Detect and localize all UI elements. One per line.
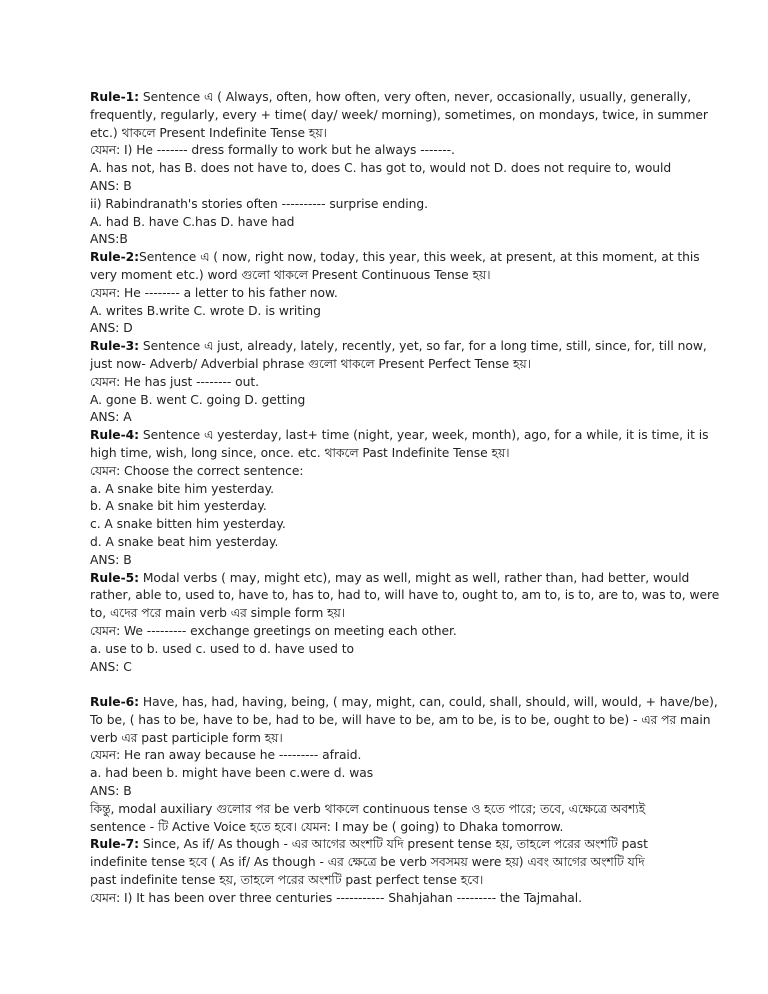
text-line xyxy=(90,178,738,196)
text-line xyxy=(90,747,738,765)
text-line xyxy=(90,872,738,890)
line-text: ANS: D xyxy=(90,321,133,336)
line-text: a. had been b. might have been c.were d. was xyxy=(90,766,374,781)
rule-label: Rule-1: xyxy=(90,90,140,104)
text-line xyxy=(90,587,738,605)
line-text: a. use to b. used c. used to d. have used to xyxy=(90,641,355,656)
text-line xyxy=(90,765,738,783)
line-text: ANS: C xyxy=(90,659,132,674)
text-line xyxy=(90,392,738,410)
rule-heading-line xyxy=(90,836,738,854)
line-text: যেমন: Choose the correct sentence: xyxy=(90,463,304,478)
line-text: To be, ( has to be, have to be, had to be, will have to be, am to be, is to be, ought to be) - এর পর main xyxy=(90,712,711,727)
text-line xyxy=(90,730,738,748)
line-text: যেমন: He ran away because he --------- afraid. xyxy=(90,748,362,763)
line-text: a. A snake bite him yesterday. xyxy=(90,481,274,496)
rule-label: Rule-4: xyxy=(90,428,140,443)
text-line xyxy=(90,303,738,321)
line-text: ANS:B xyxy=(90,232,128,247)
line-text: d. A snake beat him yesterday. xyxy=(90,534,279,549)
text-line xyxy=(90,445,738,463)
line-text: ANS: B xyxy=(90,178,132,193)
line-text: যেমন: I) He ------- dress formally to work but he always -------. xyxy=(90,143,455,158)
text-line xyxy=(90,552,738,570)
line-text: Sentence এ just, already, lately, recently, yet, so far, for a long time, still, since, for, till now, xyxy=(139,339,707,354)
rule-heading-line xyxy=(90,694,738,712)
text-line xyxy=(90,481,738,499)
text-line xyxy=(90,214,738,232)
line-text: c. A snake bitten him yesterday. xyxy=(90,517,286,532)
line-text: যেমন: He has just -------- out. xyxy=(90,374,259,389)
line-text: past indefinite tense হয়, তাহলে পরের অংশটি past perfect tense হবে। xyxy=(90,873,484,888)
line-text: Have, has, had, having, being, ( may, might, can, could, shall, should, will, would, + have/be), xyxy=(139,695,718,710)
text-line xyxy=(90,641,738,659)
line-text: indefinite tense হবে ( As if/ As though - এর ক্ষেত্রে be verb সবসময় were হয়) এবং আগের অংশটি যদি xyxy=(90,855,645,870)
text-line xyxy=(90,801,738,819)
text-line xyxy=(90,107,738,125)
text-line xyxy=(90,463,738,481)
text-line xyxy=(90,374,738,392)
line-text: Sentence এ yesterday, last+ time (night, year, week, month), ago, for a while, it is time, it is xyxy=(139,428,709,443)
line-text: A. has not, has B. does not have to, does C. has got to, would not D. does not require to, would xyxy=(90,161,672,176)
rule-label: Rule-5: xyxy=(90,570,140,585)
line-text: Since, As if/ As though - এর আগের অংশটি যদি present tense হয়, তাহলে পরের অংশটি past xyxy=(139,837,648,852)
text-line xyxy=(90,623,738,641)
blank-line xyxy=(90,676,738,694)
line-text: ANS: A xyxy=(90,410,132,425)
text-line xyxy=(90,516,738,534)
text-line xyxy=(90,320,738,338)
text-line xyxy=(90,142,738,160)
rule-label: Rule-2: xyxy=(90,250,140,265)
rule-heading-line xyxy=(90,89,738,107)
line-text: যেমন: I) It has been over three centuries ----------- Shahjahan --------- the Tajmahal. xyxy=(90,890,582,905)
text-line xyxy=(90,890,738,908)
rule-label: Rule-7: xyxy=(90,837,140,852)
text-line xyxy=(90,854,738,872)
line-text: b. A snake bit him yesterday. xyxy=(90,499,267,514)
line-text: ii) Rabindranath's stories often ---------- surprise ending. xyxy=(90,196,429,211)
line-text: frequently, regularly, every + time( day/ week/ morning), sometimes, on mondays, twice, in summer xyxy=(90,107,708,122)
line-text: Modal verbs ( may, might etc), may as well, might as well, rather than, had better, would xyxy=(139,570,690,585)
text-line xyxy=(90,409,738,427)
line-text: ANS: B xyxy=(90,552,132,567)
text-line xyxy=(90,783,738,801)
rule-heading-line xyxy=(90,570,738,588)
line-text: ANS: B xyxy=(90,784,132,799)
rule-label: Rule-3: xyxy=(90,339,140,354)
line-text: কিন্তু, modal auxiliary গুলোর পর be verb থাকলে continuous tense ও হতে পারে; তবে, এক্ষেত্রে অবশ্যই xyxy=(90,801,646,816)
line-text: যেমন: He -------- a letter to his father now. xyxy=(90,285,338,300)
text-line xyxy=(90,819,738,837)
text-line xyxy=(90,498,738,516)
rule-label: Rule-6: xyxy=(90,695,140,710)
text-line xyxy=(90,267,738,285)
rule-heading-line xyxy=(90,338,738,356)
line-text: rather, able to, used to, have to, has to, had to, will have to, ought to, am to, is to, are to, was to, were xyxy=(90,588,720,603)
rule-heading-line xyxy=(90,249,738,267)
line-text: Sentence এ ( Always, often, how often, very often, never, occasionally, usually, generally, xyxy=(139,90,692,104)
text-line xyxy=(90,125,738,143)
line-text: verb এর past participle form হয়। xyxy=(90,730,283,745)
line-text: very moment etc.) word গুলো থাকলে Present Continuous Tense হয়। xyxy=(90,267,491,282)
line-text: to, এদের পরে main verb এর simple form হয়। xyxy=(90,606,346,621)
text-line xyxy=(90,659,738,677)
text-line xyxy=(90,605,738,623)
line-text: যেমন: We --------- exchange greetings on meeting each other. xyxy=(90,623,457,638)
rule-heading-line xyxy=(90,427,738,445)
text-line xyxy=(90,712,738,730)
line-text: A. writes B.write C. wrote D. is writing xyxy=(90,303,321,318)
line-text: Sentence এ ( now, right now, today, this year, this week, at present, at this moment, at this xyxy=(139,250,700,265)
line-text: etc.) থাকলে Present Indefinite Tense হয়। xyxy=(90,125,327,140)
text-line xyxy=(90,196,738,214)
line-text: A. had B. have C.has D. have had xyxy=(90,214,295,229)
line-text: high time, wish, long since, once. etc. থাকলে Past Indefinite Tense হয়। xyxy=(90,445,510,460)
text-line xyxy=(90,160,738,178)
text-line xyxy=(90,231,738,249)
text-line xyxy=(90,285,738,303)
line-text: A. gone B. went C. going D. getting xyxy=(90,392,306,407)
line-text: just now- Adverb/ Adverbial phrase গুলো থাকলে Present Perfect Tense হয়। xyxy=(90,356,531,371)
text-line xyxy=(90,534,738,552)
text-line xyxy=(90,356,738,374)
line-text: sentence - টি Active Voice হতে হবে। যেমন: I may be ( going) to Dhaka tomorrow. xyxy=(90,819,564,834)
